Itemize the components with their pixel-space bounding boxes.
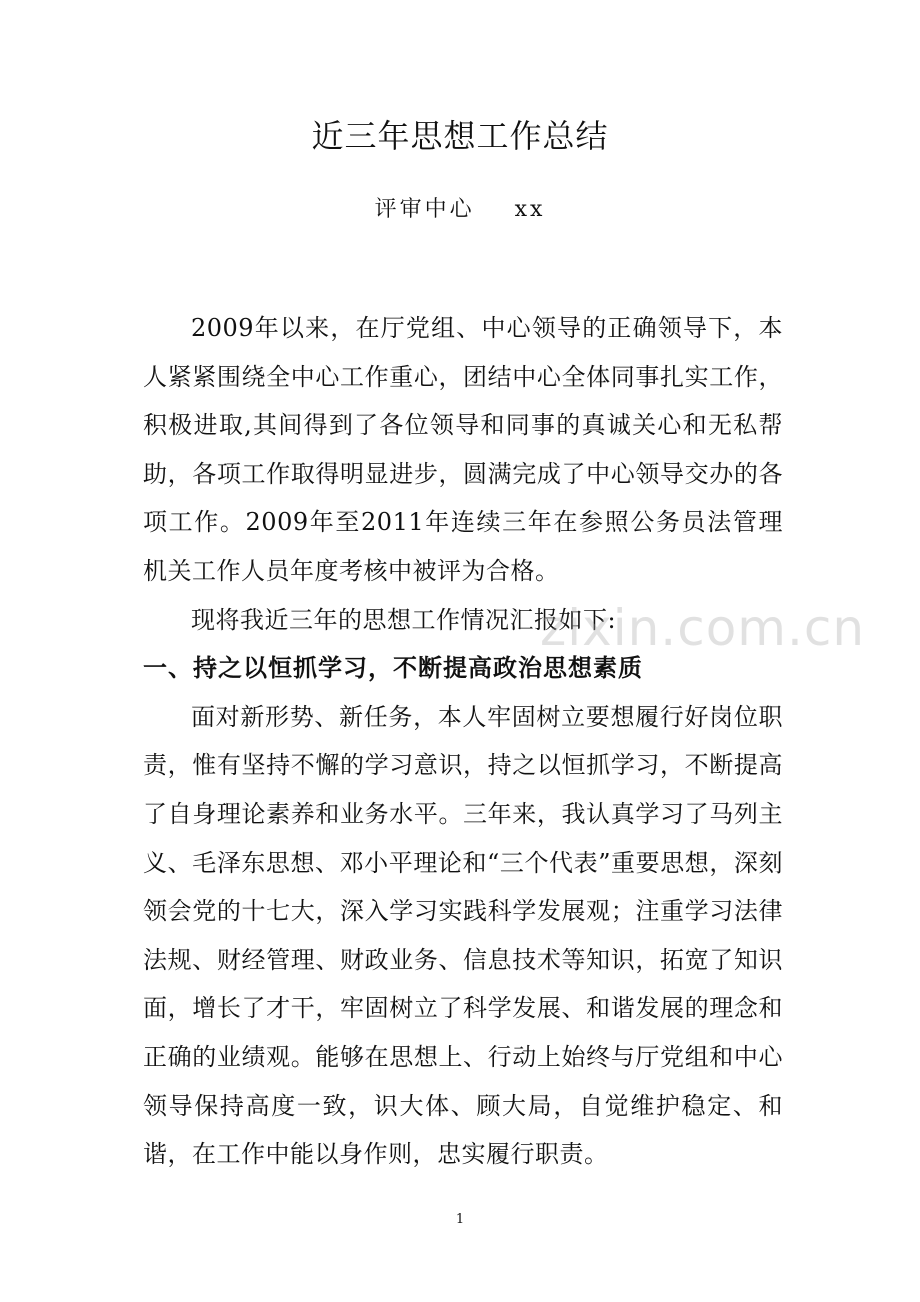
- document-title: 近三年思想工作总结: [311, 117, 609, 155]
- document-body: [143, 304, 783, 1179]
- section-paragraph: 面对新形势、新任务，本人牢固树立要想履行好岗位职责，惟有坚持不懈的学习意识，持之以恒抓学习，不断提高了自身理论素养和业务水平。三年来，我认真学习了马列主义、毛泽东思想、邓小平理论和“三个代表”重要思想，深刻领会党的十七大，深入学习实践科学发展观；注重学习法律法规、财经管理、财政业务、信息技术等知识，拓宽了知识面，增长了才干，牢固树立了科学发展、和谐发展的理念和正确的业绩观。能够在思想上、行动上始终与厅党组和中心领导保持高度一致，识大体、顾大局，自觉维护稳定、和谐，在工作中能以身作则，忠实履行职责。: [143, 702, 783, 1169]
- section-heading: 一、持之以恒抓学习，不断提高政治思想素质: [143, 654, 643, 683]
- page-number: 1: [455, 1212, 465, 1227]
- watermark: zixin.com.cn: [540, 599, 866, 657]
- document-author: 评审中心 xx: [374, 197, 546, 222]
- report-lead-paragraph: 现将我近三年的思想工作情况汇报如下:: [191, 605, 617, 634]
- intro-paragraph: 2009年以来，在厅党组、中心领导的正确领导下，本人紧紧围绕全中心工作重心，团结中心全体同事扎实工作，积极进取,其间得到了各位领导和同事的真诚关心和无私帮助，各项工作取得明显进步，圆满完成了中心领导交办的各项工作。2009年至2011年连续三年在参照公务员法管理机关工作人员年度考核中被评为合格。: [143, 314, 783, 585]
